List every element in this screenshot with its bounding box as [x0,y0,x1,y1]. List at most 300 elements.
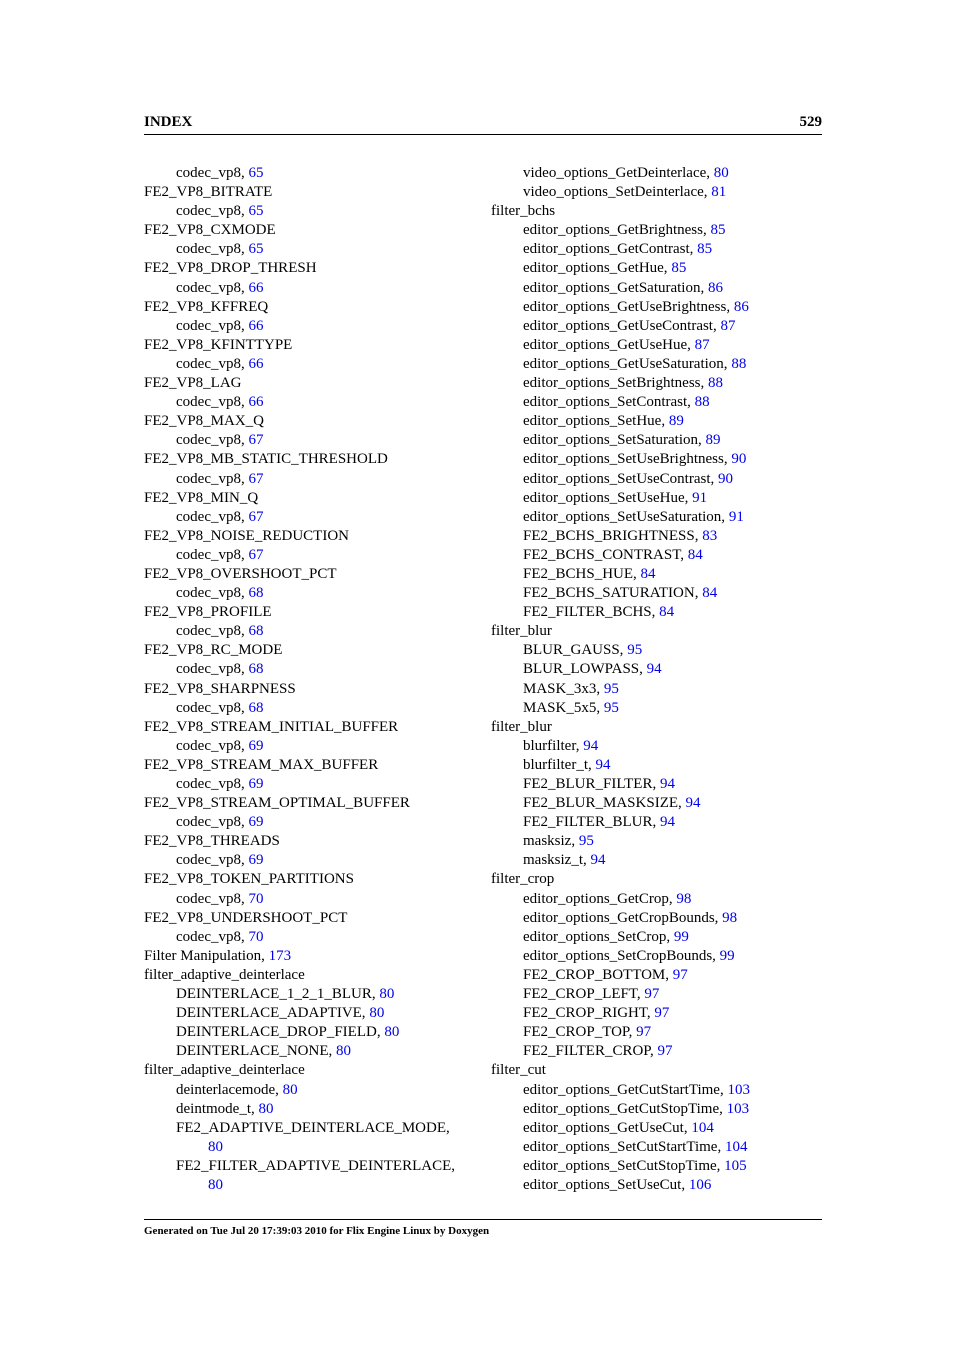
entry-label: filter_adaptive_deinterlace [144,1062,305,1079]
entry-label: FE2_VP8_DROP_THRESH [144,260,317,277]
index-subterm [491,1138,831,1157]
index-subterm [491,393,831,412]
entry-label: FE2_VP8_CXMODE [144,222,276,239]
index-term [491,622,831,641]
entry-label: editor_options_GetCutStopTime, [523,1100,727,1117]
index-subterm [491,279,831,298]
index-subterm [491,947,831,966]
page-link[interactable]: 97 [654,1005,670,1022]
index-subterm [144,1157,484,1176]
entry-label: FE2_VP8_TOKEN_PARTITIONS [144,871,354,888]
entry-label: codec_vp8, [176,546,249,563]
index-term [144,756,484,775]
page-link[interactable]: 80 [713,165,729,181]
index-subterm [144,431,484,450]
index-subterm [491,1100,831,1119]
entry-label: FE2_VP8_LAG [144,375,242,392]
page-header [144,112,822,135]
entry-label: editor_options_SetCrop, [523,928,674,945]
page-link[interactable]: 69 [248,814,264,831]
page-link[interactable]: 94 [595,756,611,773]
page-link[interactable]: 97 [657,1043,673,1060]
index-subterm [491,298,831,317]
page-link[interactable]: 84 [687,546,703,563]
index-subterm [144,202,484,221]
index-term [144,966,484,985]
index-subterm [144,584,484,603]
entry-label: FE2_FILTER_CROP, [523,1043,658,1060]
index-subterm [491,336,831,355]
page-link[interactable]: 94 [646,661,662,678]
index-term [144,680,484,699]
page-link[interactable]: 94 [659,776,675,792]
index-term [144,527,484,546]
page-link[interactable]: 91 [692,489,708,506]
entry-label: FE2_VP8_SHARPNESS [144,680,296,697]
index-term [144,832,484,851]
page-link[interactable]: 173 [268,947,292,964]
index-term [144,947,484,966]
page-number: 529 [799,114,822,130]
page-link[interactable]: 80 [369,1005,385,1022]
page-link[interactable]: 95 [603,680,619,697]
index-subterm [144,1004,484,1023]
index-term [144,450,484,469]
entry-label: DEINTERLACE_NONE, [176,1043,336,1060]
page-link[interactable]: 68 [248,661,264,678]
index-subterm [144,1023,484,1042]
entry-label: FE2_FILTER_BLUR, [523,814,660,831]
entry-label: FE2_BCHS_HUE, [523,565,641,582]
page-link[interactable]: 85 [671,260,687,277]
entry-label: FE2_BLUR_MASKSIZE, [523,795,686,812]
index-subterm [144,1100,484,1119]
index-subterm [144,851,484,870]
entry-label: codec_vp8, [176,470,249,487]
page-link[interactable]: 68 [248,585,264,602]
entry-label: editor_options_SetBrightness, [523,375,708,392]
index-subterm [491,832,831,851]
index-term [144,183,484,202]
page-link[interactable]: 86 [733,298,749,315]
page-link[interactable]: 65 [248,203,264,220]
page-link[interactable]: 81 [711,184,727,201]
entry-label: editor_options_GetUseHue, [523,336,695,353]
entry-label: editor_options_SetUseContrast, [523,470,718,487]
page-link[interactable]: 84 [659,604,675,621]
page-link[interactable]: 84 [702,585,718,602]
index-subterm [491,489,831,508]
entry-label: codec_vp8, [176,585,249,602]
entry-label: codec_vp8, [176,279,249,296]
entry-label: blurfilter, [523,737,584,754]
entry-label: codec_vp8, [176,699,249,716]
entry-label: editor_options_GetUseBrightness, [523,298,734,315]
index-subterm [144,737,484,756]
entry-label: codec_vp8, [176,890,249,907]
entry-label: MASK_3x3, [523,680,604,697]
index-subterm [491,603,831,622]
page-link[interactable]: 99 [673,928,689,945]
index-subterm [491,450,831,469]
page-link[interactable]: 69 [248,776,264,792]
index-subterm [144,355,484,374]
index-subterm [491,966,831,985]
entry-label: codec_vp8, [176,394,249,411]
entry-label: codec_vp8, [176,852,249,869]
entry-label: editor_options_GetSaturation, [523,279,708,296]
page-link[interactable]: 97 [636,1024,652,1041]
entry-label: filter_blur [491,623,552,640]
entry-label: filter_cut [491,1062,546,1079]
entry-label: codec_vp8, [176,814,249,831]
page-link[interactable]: 91 [728,508,744,525]
page-link[interactable]: 88 [731,355,747,372]
entry-label: masksiz, [523,833,579,850]
index-subterm [144,775,484,794]
index-subterm [144,1081,484,1100]
index-subterm [491,928,831,947]
index-subterm [491,470,831,489]
index-subterm [144,928,484,947]
entry-label: Filter Manipulation, [144,947,269,964]
entry-label: FE2_ADAPTIVE_DEINTERLACE_MODE, [176,1119,450,1136]
entry-label: codec_vp8, [176,165,249,181]
entry-label: FE2_VP8_MAX_Q [144,413,265,430]
index-subterm [144,1138,484,1157]
entry-label: FE2_FILTER_ADAPTIVE_DEINTERLACE, [176,1157,456,1174]
index-term [144,909,484,928]
entry-label: FE2_BCHS_CONTRAST, [523,546,688,563]
page-link[interactable]: 104 [724,1138,748,1155]
entry-label: FE2_VP8_KFFREQ [144,298,269,315]
page-link[interactable]: 94 [590,852,606,869]
entry-label: codec_vp8, [176,317,249,334]
index-subterm [491,527,831,546]
index-subterm [491,985,831,1004]
page-link[interactable]: 99 [719,947,735,964]
index-subterm [491,909,831,928]
index-subterm [491,775,831,794]
entry-label: codec_vp8, [176,355,249,372]
entry-label: blurfilter_t, [523,756,596,773]
entry-label: codec_vp8, [176,623,249,640]
entry-label: editor_options_SetCropBounds, [523,947,720,964]
entry-label: editor_options_GetBrightness, [523,222,711,239]
page-link[interactable]: 65 [248,241,264,258]
index-subterm [144,164,484,183]
entry-label: FE2_VP8_STREAM_INITIAL_BUFFER [144,718,399,735]
index-subterm [491,1042,831,1061]
index-subterm [144,508,484,527]
entry-label: FE2_VP8_THREADS [144,833,280,850]
index-subterm [491,412,831,431]
entry-label: FE2_VP8_NOISE_REDUCTION [144,527,350,544]
page-link[interactable]: 88 [694,394,710,411]
entry-label: DEINTERLACE_1_2_1_BLUR, [176,986,380,1003]
entry-label: codec_vp8, [176,737,249,754]
entry-label: editor_options_SetCutStartTime, [523,1138,725,1155]
entry-label: codec_vp8, [176,203,249,220]
page-link[interactable]: 69 [248,737,264,754]
page-link[interactable]: 80 [335,1043,351,1060]
page-link[interactable]: 95 [603,699,619,716]
index-term [144,412,484,431]
entry-label: FE2_VP8_BITRATE [144,184,273,201]
index-subterm [144,660,484,679]
page-link[interactable]: 103 [727,1081,750,1098]
entry-label: deintmode_t, [176,1100,259,1117]
index-term [144,641,484,660]
entry-label: FE2_VP8_KFINTTYPE [144,336,293,353]
page-link[interactable]: 66 [248,355,264,372]
entry-label: FE2_VP8_PROFILE [144,604,272,621]
index-subterm [144,240,484,259]
entry-label: codec_vp8, [176,776,249,792]
entry-label: editor_options_GetUseSaturation, [523,355,732,372]
index-subterm [491,546,831,565]
page-link[interactable]: 87 [720,317,736,334]
index-subterm [491,851,831,870]
page-link[interactable]: 66 [248,317,264,334]
page-link[interactable]: 80 [379,986,395,1003]
index-term [144,374,484,393]
page-link[interactable]: 80 [282,1081,298,1098]
entry-label: editor_options_GetUseCut, [523,1119,692,1136]
index-column-right [491,164,831,1195]
index-subterm [144,1176,484,1195]
index-term [144,794,484,813]
page-link[interactable]: 83 [702,527,718,544]
page-link[interactable]: 98 [722,909,738,926]
entry-label: FE2_FILTER_BCHS, [523,604,660,621]
entry-label: FE2_VP8_MIN_Q [144,489,259,506]
index-term [144,298,484,317]
entry-label: editor_options_SetUseCut, [523,1176,689,1193]
page-link[interactable]: 85 [697,241,713,258]
index-subterm [491,584,831,603]
index-subterm [491,756,831,775]
index-subterm [491,565,831,584]
entry-label: filter_blur [491,718,552,735]
entry-label: FE2_VP8_STREAM_OPTIMAL_BUFFER [144,795,410,812]
page-link[interactable]: 94 [659,814,675,831]
entry-label: editor_options_GetCropBounds, [523,909,723,926]
index-subterm [491,1176,831,1195]
page-link[interactable]: 69 [248,852,264,869]
index-subterm [491,317,831,336]
index-subterm [491,1004,831,1023]
page-link[interactable]: 67 [248,508,264,525]
index-subterm [491,699,831,718]
page-link[interactable]: 94 [685,795,701,812]
index-subterm [491,680,831,699]
entry-label: FE2_VP8_MB_STATIC_THRESHOLD [144,451,388,468]
page-link[interactable]: 90 [718,470,733,487]
entry-label: FE2_VP8_OVERSHOOT_PCT [144,565,337,582]
index-subterm [491,660,831,679]
entry-label: filter_adaptive_deinterlace [144,966,305,983]
page-link[interactable]: 90 [731,451,747,468]
entry-label: editor_options_GetCrop, [523,890,677,907]
index-subterm [491,508,831,527]
page-link[interactable]: 89 [668,413,684,430]
entry-label: codec_vp8, [176,241,249,258]
index-term [144,259,484,278]
entry-label: codec_vp8, [176,508,249,525]
index-column-left [144,164,484,1195]
index-term [144,221,484,240]
entry-label: filter_crop [491,871,555,888]
entry-label: editor_options_SetHue, [523,413,669,430]
index-term [144,718,484,737]
index-subterm [144,890,484,909]
page-link[interactable]: 70 [248,928,264,945]
index-subterm [144,813,484,832]
page-link[interactable]: 94 [583,737,599,754]
page-link[interactable]: 80 [384,1024,400,1041]
entry-label: DEINTERLACE_ADAPTIVE, [176,1005,370,1022]
page-link[interactable]: 106 [688,1176,712,1193]
index-term [144,603,484,622]
index-subterm [491,813,831,832]
index-term [144,489,484,508]
page-link[interactable]: 68 [248,699,264,716]
entry-label: BLUR_GAUSS, [523,642,628,659]
entry-label: FE2_CROP_BOTTOM, [523,966,673,983]
entry-label: FE2_CROP_RIGHT, [523,1005,655,1022]
page-link[interactable]: 88 [708,375,723,392]
entry-label: FE2_BCHS_BRIGHTNESS, [523,527,703,544]
index-term [144,870,484,889]
entry-label: editor_options_SetUseSaturation, [523,508,729,525]
entry-label: filter_bchs [491,203,556,220]
index-term [144,336,484,355]
entry-label: editor_options_SetCutStopTime, [523,1157,725,1174]
page-link[interactable]: 84 [640,565,656,582]
entry-label: editor_options_SetUseHue, [523,489,693,506]
entry-label: masksiz_t, [523,852,591,869]
index-subterm [144,317,484,336]
entry-label: FE2_BCHS_SATURATION, [523,585,703,602]
index-subterm [144,546,484,565]
index-subterm [491,641,831,660]
entry-label: editor_options_GetHue, [523,260,672,277]
index-subterm [491,183,831,202]
entry-label: editor_options_SetSaturation, [523,432,706,449]
index-subterm [491,374,831,393]
entry-label: editor_options_GetCutStartTime, [523,1081,728,1098]
page-link[interactable]: 80 [208,1176,223,1193]
index-subterm [144,622,484,641]
page-footer [144,1219,822,1237]
index-term [491,718,831,737]
page-link[interactable]: 85 [710,222,726,239]
index-subterm [491,1023,831,1042]
index-subterm [144,1042,484,1061]
index-subterm [491,737,831,756]
entry-label: FE2_VP8_UNDERSHOOT_PCT [144,909,348,926]
page-link[interactable]: 65 [248,165,264,181]
entry-label: editor_options_GetContrast, [523,241,698,258]
index-subterm [144,699,484,718]
footer-text: Generated on Tue Jul 20 17:39:03 2010 for Flix Engine Linux by Doxygen [144,1225,490,1237]
entry-label: editor_options_SetContrast, [523,394,695,411]
index-term [491,202,831,221]
index-subterm [144,393,484,412]
index-subterm [491,164,831,183]
page-link[interactable]: 98 [676,890,692,907]
index-subterm [491,1157,831,1176]
entry-label: FE2_VP8_RC_MODE [144,642,283,659]
entry-label: FE2_CROP_TOP, [523,1024,637,1041]
page-link[interactable]: 80 [258,1100,274,1117]
index-subterm [491,221,831,240]
entry-label: DEINTERLACE_DROP_FIELD, [176,1024,385,1041]
entry-label: editor_options_GetUseContrast, [523,317,721,334]
page-link[interactable]: 80 [208,1138,223,1155]
page-link[interactable]: 103 [726,1100,750,1117]
entry-label: codec_vp8, [176,432,249,449]
section-title: INDEX [144,114,193,130]
page-link[interactable]: 67 [248,432,264,449]
index-subterm [491,1119,831,1138]
index-subterm [491,259,831,278]
entry-label: BLUR_LOWPASS, [523,661,647,678]
entry-label: FE2_CROP_LEFT, [523,986,645,1003]
entry-label: video_options_GetDeinterlace, [523,165,714,181]
page-link[interactable]: 87 [694,336,710,353]
index-subterm [491,890,831,909]
page-link[interactable]: 97 [644,986,660,1003]
page-link[interactable]: 95 [627,642,643,659]
entry-label: FE2_VP8_STREAM_MAX_BUFFER [144,756,379,773]
entry-label: codec_vp8, [176,661,249,678]
page-link[interactable]: 66 [248,279,264,296]
page-link[interactable]: 66 [248,394,264,411]
page-link[interactable]: 86 [707,279,723,296]
index-subterm [491,1081,831,1100]
index-subterm [144,470,484,489]
page-link[interactable]: 67 [248,470,264,487]
index-subterm [144,1119,484,1138]
index-term [491,870,831,889]
page-link[interactable]: 70 [248,890,264,907]
page-link[interactable]: 105 [724,1157,747,1174]
index-subterm [491,794,831,813]
page-link[interactable]: 68 [248,623,264,640]
index-subterm [491,431,831,450]
page-link[interactable]: 95 [578,833,594,850]
page-link[interactable]: 67 [248,546,264,563]
page-link[interactable]: 89 [705,432,721,449]
entry-label: FE2_BLUR_FILTER, [523,776,660,792]
index-term [144,1061,484,1080]
index-subterm [491,240,831,259]
index-subterm [144,279,484,298]
entry-label: codec_vp8, [176,928,249,945]
entry-label: video_options_SetDeinterlace, [523,184,712,201]
entry-label: editor_options_SetUseBrightness, [523,451,732,468]
index-subterm [144,985,484,1004]
index-subterm [491,355,831,374]
entry-label: deinterlacemode, [176,1081,283,1098]
entry-label: MASK_5x5, [523,699,604,716]
page-link[interactable]: 104 [691,1119,714,1136]
index-term [144,565,484,584]
page-link[interactable]: 97 [672,966,688,983]
index-term [491,1061,831,1080]
